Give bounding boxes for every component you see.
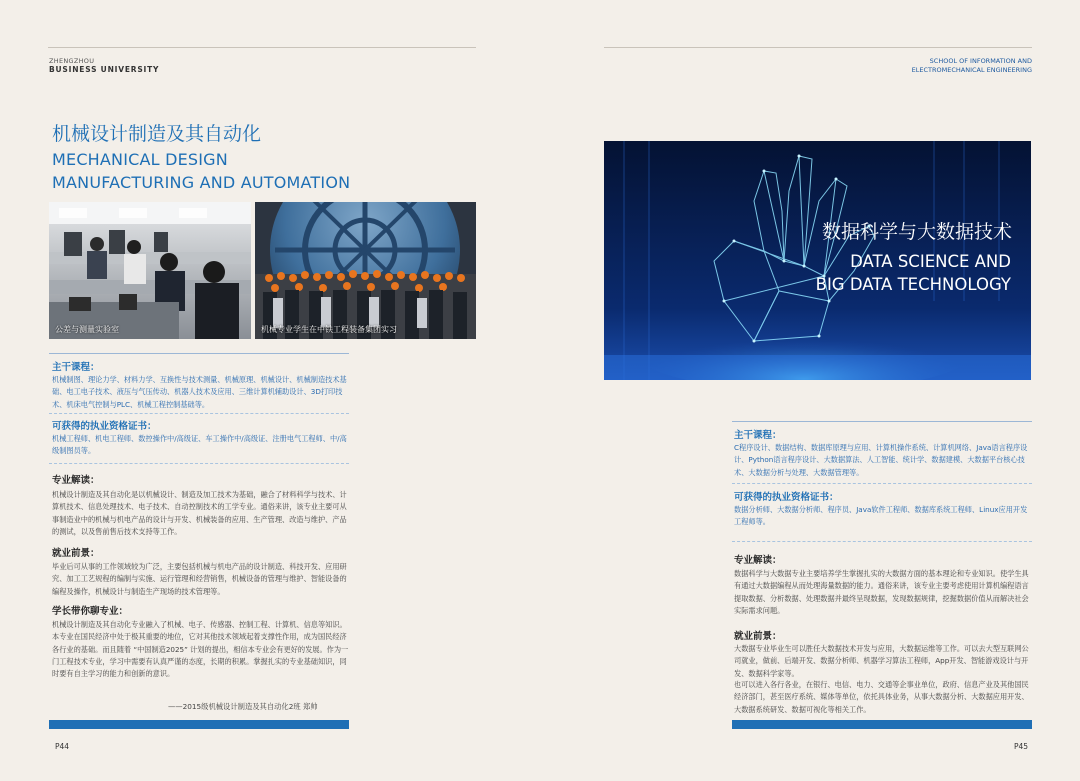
certs-text: 数据分析师、大数据分析师、程序员、Java软件工程师、数据库系统工程师、Linux应用开发工程师等。	[734, 505, 1028, 527]
certs-heading: 可获得的执业资格证书：	[52, 421, 157, 432]
section-rule	[732, 421, 1032, 422]
major-title-en-line1: MECHANICAL DESIGN	[52, 150, 228, 169]
header-rule	[604, 47, 1032, 48]
jobs-heading: 就业前景：	[734, 631, 782, 642]
dashed-divider	[49, 463, 349, 464]
lab-photo	[49, 202, 251, 339]
senior-signature: ——2015级机械设计制造及其自动化2班 郑帅	[168, 702, 318, 711]
intro-text: 机械设计制造及其自动化是以机械设计、制造及加工技术为基础，融合了材料科学与技术、计算机技术、信息处理技术、电子技术、自动控制技术的工学专业。通俗来讲，该专业主要可从事制造业中的机械与机电产品的设计与开发、机械装备的应用、生产管理、改造与维护、产品的测试，以及售前售后技术支持等工作。	[52, 490, 347, 536]
banner-title-cn: 数据科学与大数据技术	[822, 221, 1013, 243]
section-rule	[49, 353, 349, 354]
banner-title-en-line1: DATA SCIENCE AND	[850, 252, 1011, 271]
dashed-divider	[732, 483, 1032, 484]
jobs-text: 毕业后可从事的工作领域较为广泛，主要包括机械与机电产品的设计制造、科技开发、应用研究、加工工艺规程的编制与实施、运行管理和经营销售，机械设备的管理与维护、智能设备的编程及操作，机械设计与制造生产现场的技术管理等。	[52, 562, 347, 596]
courses-text: C程序设计、数据结构、数据库原理与应用、计算机操作系统、计算机网络、Java语言程序设计、Python语言程序设计、大数据算法、人工智能、统计学、数据建模、大数据平台核心技术、大数据分析与处理、大数据管理等。	[734, 443, 1028, 477]
internship-photo	[255, 202, 476, 339]
right-page	[540, 0, 1080, 781]
footer-bar	[732, 720, 1032, 729]
senior-heading: 学长带你聊专业：	[52, 606, 129, 617]
jobs-heading: 就业前景：	[52, 548, 100, 559]
dashed-divider	[732, 541, 1032, 542]
internship-photo-caption: 机械专业学生在中铁工程装备集团实习	[261, 325, 397, 334]
header-school-line2: ELECTROMECHANICAL ENGINEERING	[911, 65, 1032, 74]
certs-heading: 可获得的执业资格证书：	[734, 492, 839, 503]
page-number: P45	[1014, 742, 1029, 751]
certs-text: 机械工程师、机电工程师、数控操作中/高级证、车工操作中/高级证、注册电气工程师、中/高级制图员等。	[52, 434, 347, 456]
footer-bar	[49, 720, 349, 729]
header-school-line1: SCHOOL OF INFORMATION AND	[929, 57, 1032, 65]
page-number: P44	[55, 742, 70, 751]
courses-heading: 主干课程：	[734, 430, 782, 441]
intro-heading: 专业解读：	[52, 475, 100, 486]
jobs-text-2: 也可以进入各行各业，在银行、电信、电力、交通等企事业单位，政府、信息产业及其他国民经济部门，甚至医疗系统、媒体等单位，依托具体业务，从事大数据分析、大数据应用开发、大数据系统研发、数据可视化等相关工作。	[734, 680, 1029, 714]
intro-heading: 专业解读：	[734, 555, 782, 566]
major-title-en-line2: MANUFACTURING AND AUTOMATION	[52, 173, 351, 192]
major-title-cn: 机械设计制造及其自动化	[52, 123, 262, 145]
senior-text: 机械设计制造及其自动化专业融入了机械、电子、传感器、控制工程、计算机、信息等知识。本专业在国民经济中处于极其重要的地位，它对其他技术领域起着支撑性作用，成为国民经济各行业的基础。而且随着 “中国制造2025” 计划的提出，相信本专业会有更好的发展。作为一门工程技术专业，学习中需要有认真严谨的态度，长期的积累。掌握扎实的专业基础知识，同时要有自主学习的能力和创新的意识。	[52, 620, 349, 679]
header-rule	[48, 47, 476, 48]
jobs-text-1: 大数据专业毕业生可以胜任大数据技术开发与应用，大数据运维等工作。可以去大型互联网公司就业，做前、后端开发、数据分析师、机器学习算法工程师，App开发、智能游戏设计与开发、数据科学家等。	[734, 644, 1029, 678]
courses-heading: 主干课程：	[52, 362, 100, 373]
dashed-divider	[49, 413, 349, 414]
header-university: BUSINESS UNIVERSITY	[49, 65, 160, 74]
banner-title-en-line2: BIG DATA TECHNOLOGY	[815, 275, 1011, 294]
big-data-banner	[604, 141, 1031, 380]
header-city: ZHENGZHOU	[49, 57, 95, 65]
lab-photo-caption: 公差与测量实验室	[55, 325, 119, 334]
intro-text: 数据科学与大数据专业主要培养学生掌握扎实的大数据方面的基本理论和专业知识。使学生具有通过大数据编程从而处理海量数据的能力。通俗来讲，该专业主要考虑使用计算机编程语言提取数据、分析数据、处理数据并最终呈现数据，发现数据规律，挖掘数据价值从而解决社会实际需求问题。	[734, 569, 1029, 615]
banner-title-en	[816, 250, 1011, 296]
header-school	[830, 57, 1032, 74]
courses-text: 机械制图、理论力学、材料力学、互换性与技术测量、机械原理、机械设计、机械制造技术基础、电工电子技术、液压与气压传动、机器人技术及应用、三维计算机辅助设计、3D打印技术、机床电气控制与PLC、机械工程控制基础等。	[52, 375, 347, 409]
